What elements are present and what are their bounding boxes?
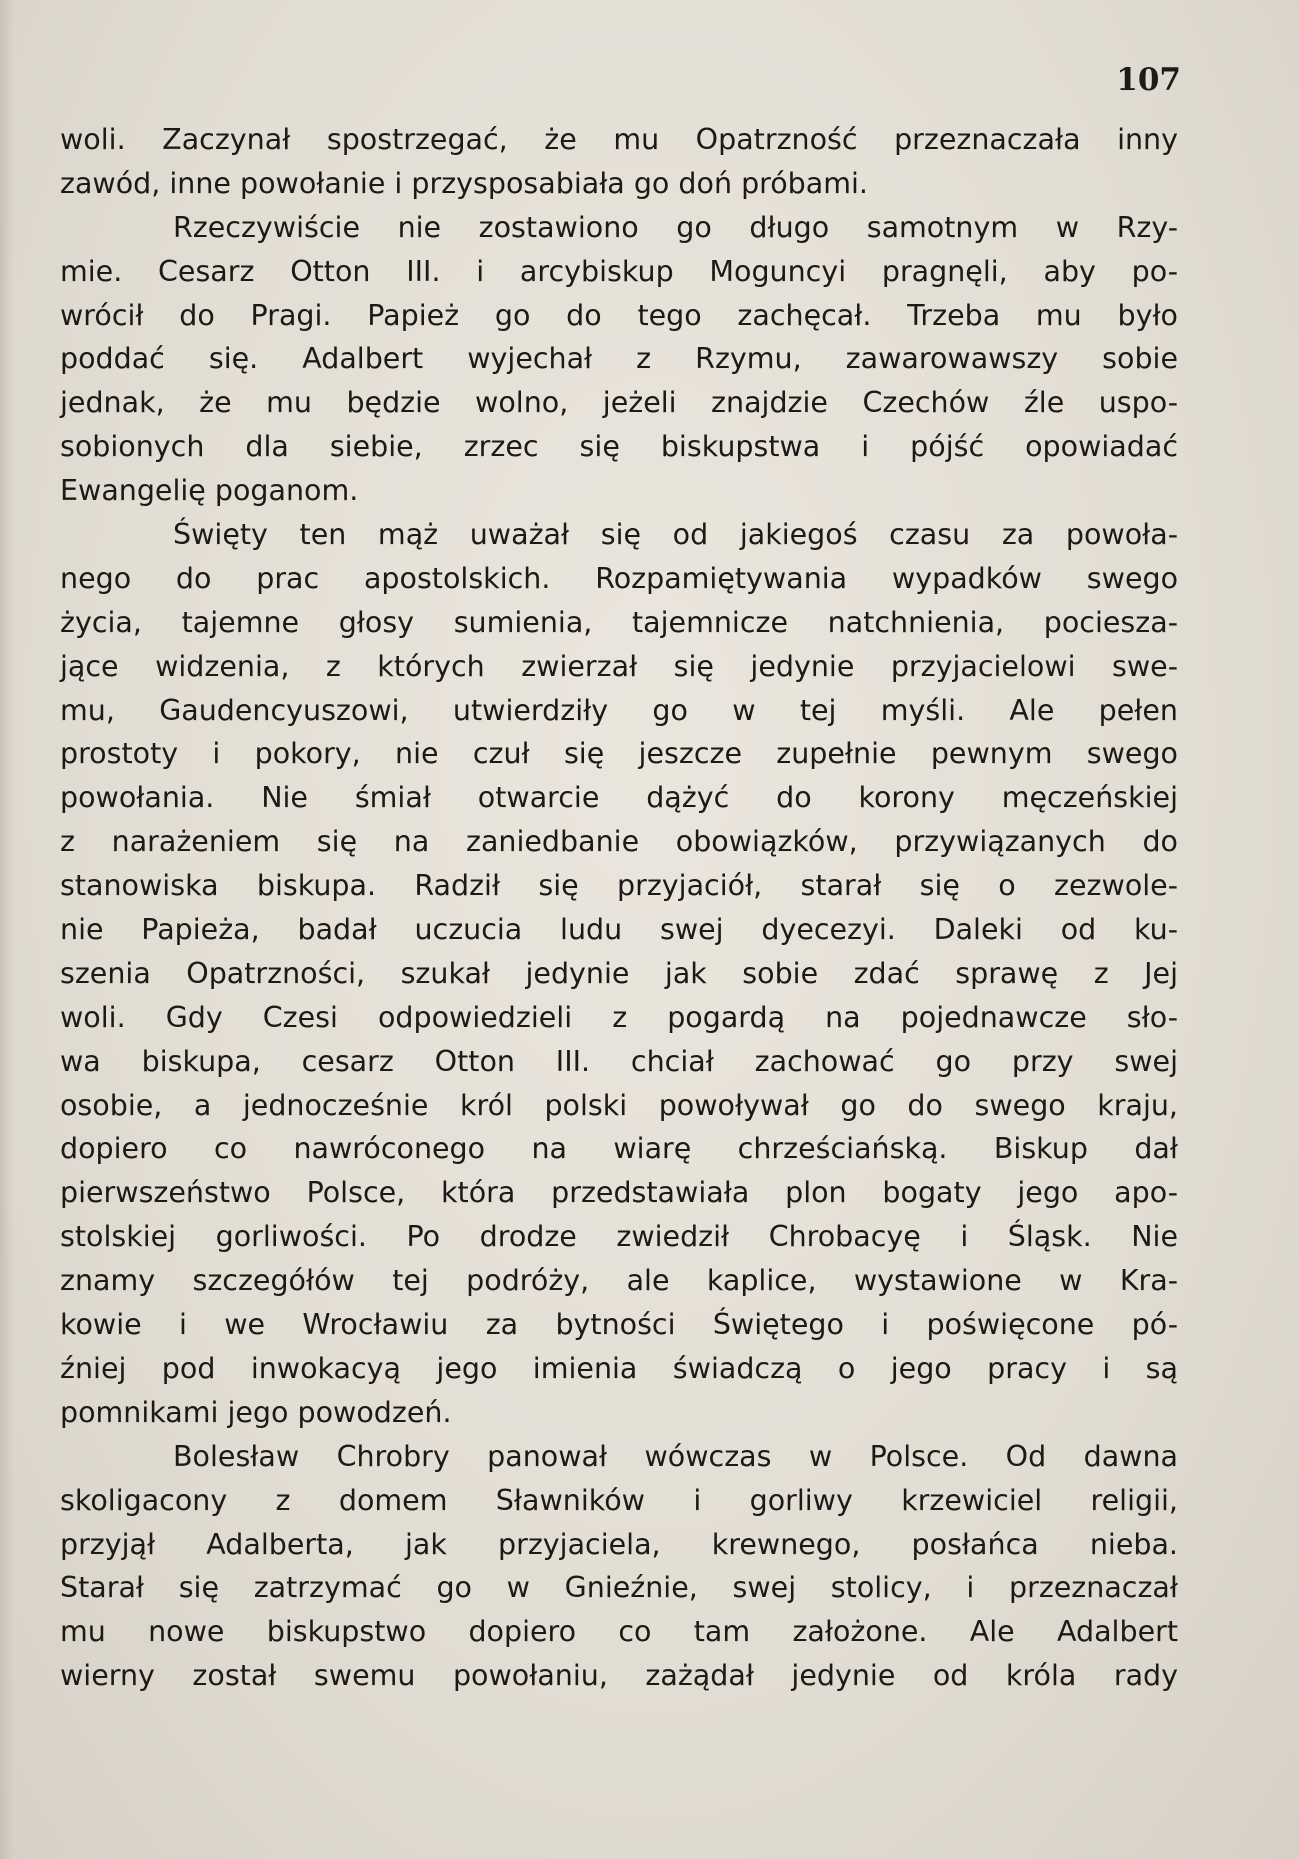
text-line: Rzeczywiście nie zostawiono go długo samotnym w Rzy- <box>173 210 1178 244</box>
text-line: znamy szczegółów tej podróży, ale kaplice, wystawione w Kra- <box>60 1264 1178 1298</box>
text-line: dopiero co nawróconego na wiarę chrześciańską. Biskup dał <box>60 1132 1178 1166</box>
text-line: mu nowe biskupstwo dopiero co tam założone. Ale Adalbert <box>60 1615 1178 1649</box>
text-line: pomnikami jego powodzeń. <box>60 1395 452 1429</box>
text-line: mie. Cesarz Otton III. i arcybiskup Moguncyi pragnęli, aby po- <box>60 254 1178 288</box>
text-line: szenia Opatrzności, szukał jedynie jak sobie zdać sprawę z Jej <box>60 956 1178 990</box>
text-line: wrócił do Pragi. Papież go do tego zachęcał. Trzeba mu było <box>60 298 1178 332</box>
text-line: kowie i we Wrocławiu za bytności Świętego i poświęcone pó- <box>60 1308 1178 1342</box>
text-line: Ewangelię poganom. <box>60 474 359 508</box>
text-line: sobionych dla siebie, zrzec się biskupstwa i pójść opowiadać <box>60 430 1178 464</box>
text-line: źniej pod inwokacyą jego imienia świadczą o jego pracy i są <box>60 1351 1178 1385</box>
text-line: stanowiska biskupa. Radził się przyjaciół, starał się o zezwole- <box>60 869 1178 903</box>
text-line: przyjął Adalberta, jak przyjaciela, krewnego, posłańca nieba. <box>60 1527 1178 1561</box>
text-line: woli. Zaczynał spostrzegać, że mu Opatrzność przeznaczała inny <box>60 123 1178 156</box>
page-edge-shadow <box>0 0 14 1859</box>
text-line: poddać się. Adalbert wyjechał z Rzymu, zawarowawszy sobie <box>60 342 1178 376</box>
text-line: Starał się zatrzymać go w Gnieźnie, swej stolicy, i przeznaczał <box>60 1571 1178 1605</box>
text-line: powołania. Nie śmiał otwarcie dążyć do korony męczeńskiej <box>60 781 1178 815</box>
text-line: osobie, a jednocześnie król polski powoływał go do swego kraju, <box>60 1088 1178 1122</box>
text-line: woli. Gdy Czesi odpowiedzieli z pogardą na pojednawcze sło- <box>60 1000 1178 1034</box>
body-text <box>60 118 1178 1698</box>
page-number: 107 <box>1116 62 1181 98</box>
text-line: jące widzenia, z których zwierzał się jedynie przyjacielowi swe- <box>60 649 1178 683</box>
text-line: pierwszeństwo Polsce, która przedstawiała plon bogaty jego apo- <box>60 1176 1178 1210</box>
text-line: mu, Gaudencyuszowi, utwierdziły go w tej myśli. Ale pełen <box>60 693 1178 727</box>
text-line: Święty ten mąż uważał się od jakiegoś czasu za powoła- <box>173 518 1178 552</box>
text-line: zawód, inne powołanie i przysposabiała go doń próbami. <box>60 166 868 200</box>
text-line: stolskiej gorliwości. Po drodze zwiedził Chrobacyę i Śląsk. Nie <box>60 1220 1178 1254</box>
text-line: nego do prac apostolskich. Rozpamiętywania wypadków swego <box>60 561 1178 595</box>
text-line: nie Papieża, badał uczucia ludu swej dyecezyi. Daleki od ku- <box>60 913 1178 947</box>
text-line: prostoty i pokory, nie czuł się jeszcze zupełnie pewnym swego <box>60 737 1178 771</box>
text-line: wierny został swemu powołaniu, zażądał jedynie od króla rady <box>60 1659 1178 1693</box>
text-line: Bolesław Chrobry panował wówczas w Polsce. Od dawna <box>173 1439 1178 1473</box>
text-line: życia, tajemne głosy sumienia, tajemnicze natchnienia, pociesza- <box>60 605 1178 639</box>
text-line: z narażeniem się na zaniedbanie obowiązków, przywiązanych do <box>60 825 1178 859</box>
text-line: jednak, że mu będzie wolno, jeżeli znajdzie Czechów źle uspo- <box>60 386 1178 420</box>
text-line: wa biskupa, cesarz Otton III. chciał zachować go przy swej <box>60 1044 1178 1078</box>
text-line: skoligacony z domem Sławników i gorliwy krzewiciel religii, <box>60 1483 1178 1517</box>
